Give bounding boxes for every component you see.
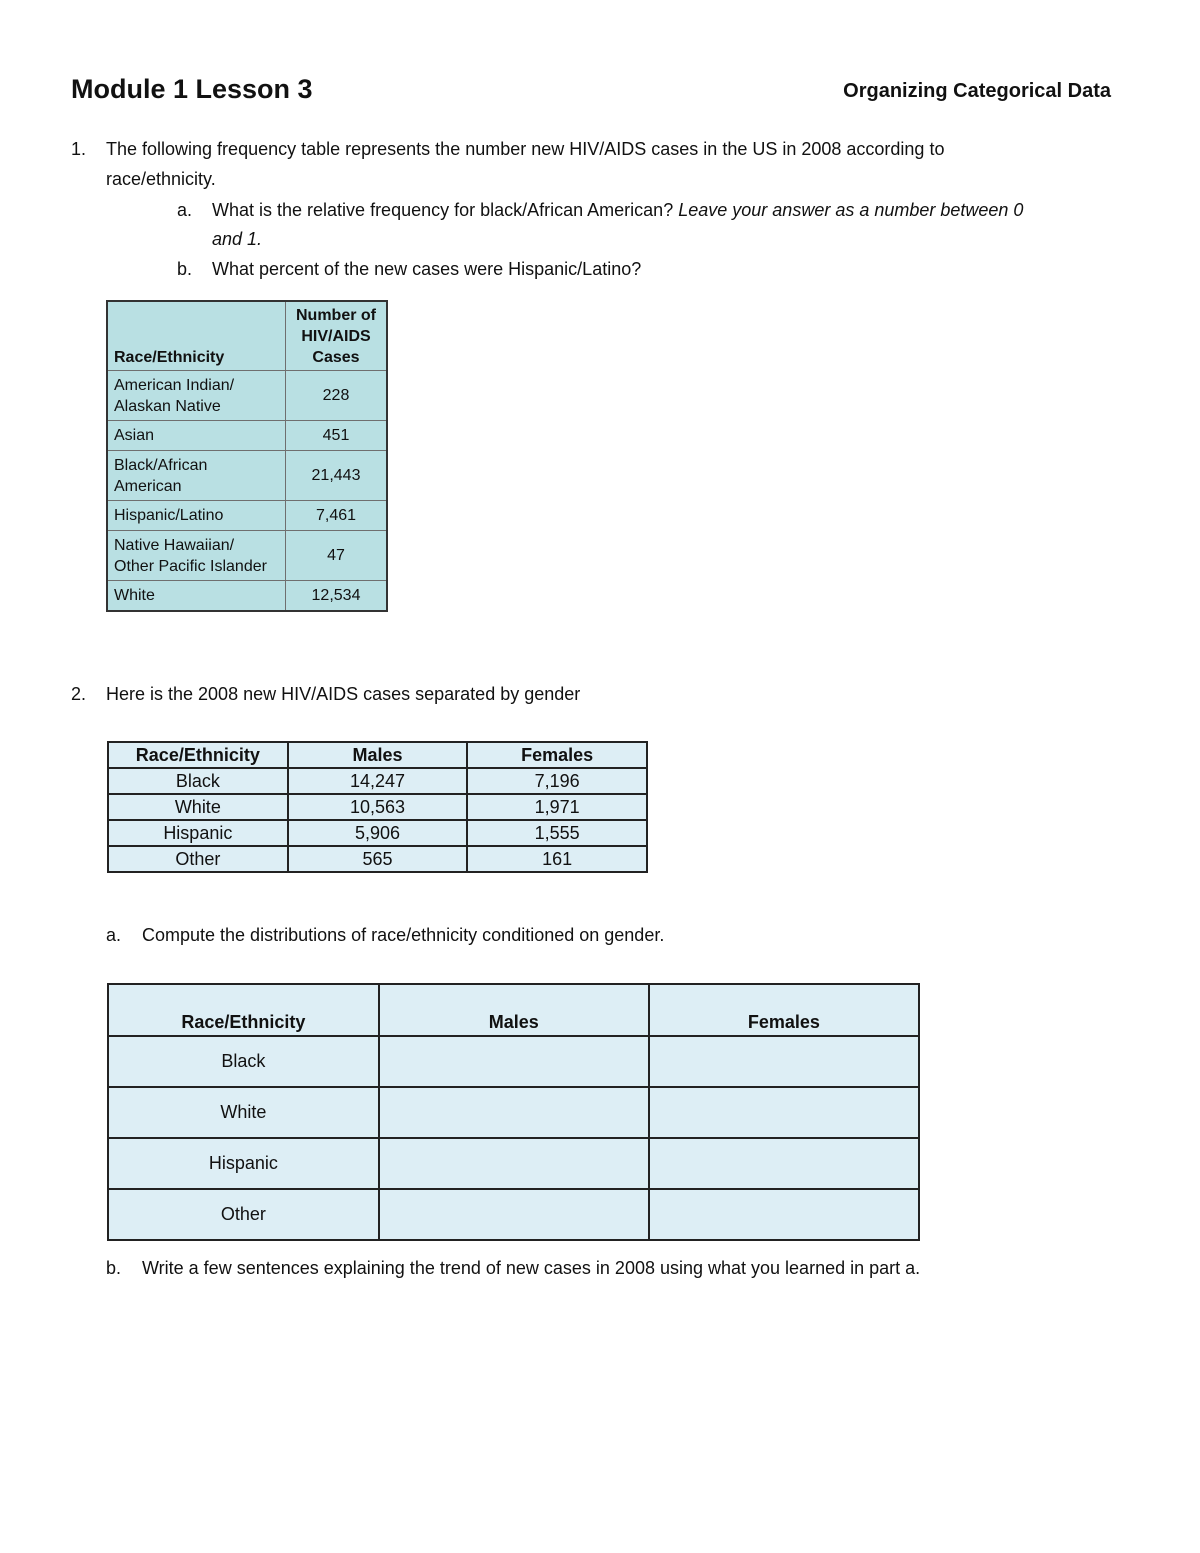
- header-males: Males: [379, 984, 649, 1036]
- question-1a-label: a.: [177, 200, 193, 220]
- frequency-table: [106, 300, 388, 612]
- table-row: [108, 846, 647, 872]
- table-row: [108, 768, 647, 794]
- cell-males: 14,247: [288, 768, 468, 794]
- answer-cell-males: [379, 1036, 649, 1087]
- header-number-of-cases: [286, 301, 388, 371]
- header-females: Females: [467, 742, 647, 768]
- page-subtitle: Organizing Categorical Data: [843, 80, 1111, 102]
- row-label: [107, 371, 286, 421]
- question-1-number: 1.: [71, 139, 87, 159]
- question-2a-text: Compute the distributions of race/ethnicity conditioned on gender.: [142, 925, 665, 945]
- page-header: [71, 74, 1111, 114]
- header-line: Number of: [296, 307, 376, 324]
- row-value: 7,461: [286, 501, 388, 531]
- row-label: Black: [108, 768, 288, 794]
- question-1-line-2: race/ethnicity.: [106, 169, 216, 189]
- answer-cell-females: [649, 1189, 919, 1240]
- row-label: White: [108, 1087, 379, 1138]
- table-row: [107, 451, 387, 501]
- question-1a-prompt: What is the relative frequency for black/African American?: [212, 200, 674, 220]
- row-label-line: Black/African: [114, 456, 208, 474]
- answer-cell-males: [379, 1189, 649, 1240]
- gender-table: [107, 741, 648, 873]
- table-row: [107, 531, 387, 581]
- table-header-row: [108, 742, 647, 768]
- row-label: White: [107, 581, 286, 611]
- header-race-ethnicity: Race/Ethnicity: [108, 742, 288, 768]
- row-value: 12,534: [286, 581, 388, 611]
- table-header-row: [108, 984, 919, 1036]
- header-males: Males: [288, 742, 468, 768]
- row-label: [107, 531, 286, 581]
- answer-cell-males: [379, 1087, 649, 1138]
- header-females: Females: [649, 984, 919, 1036]
- table-row: [107, 581, 387, 611]
- row-label: Other: [108, 1189, 379, 1240]
- cell-females: 1,971: [467, 794, 647, 820]
- answer-cell-females: [649, 1087, 919, 1138]
- header-line: Cases: [312, 349, 360, 366]
- table-row: [108, 794, 647, 820]
- row-label-line: Alaskan Native: [114, 397, 221, 415]
- answer-cell-females: [649, 1138, 919, 1189]
- table-row: [108, 820, 647, 846]
- row-label: Other: [108, 846, 288, 872]
- row-label: Black: [108, 1036, 379, 1087]
- table-row: [108, 1138, 919, 1189]
- row-label-line: Other Pacific Islander: [114, 557, 267, 575]
- row-value: 228: [286, 371, 388, 421]
- question-2-text: Here is the 2008 new HIV/AIDS cases separated by gender: [106, 684, 581, 704]
- question-1-line-1: The following frequency table represents the number new HIV/AIDS cases in the US in 2008 according to: [106, 139, 945, 159]
- row-value: 21,443: [286, 451, 388, 501]
- row-value: 451: [286, 421, 388, 451]
- row-label-line: Native Hawaiian/: [114, 536, 235, 554]
- question-2b-label: b.: [106, 1258, 122, 1278]
- table-row: [107, 421, 387, 451]
- table-row: [107, 371, 387, 421]
- conditional-distribution-table: [107, 983, 920, 1241]
- question-1b-label: b.: [177, 259, 193, 279]
- cell-males: 565: [288, 846, 468, 872]
- row-label: [107, 451, 286, 501]
- row-label: Hispanic/Latino: [107, 501, 286, 531]
- answer-cell-females: [649, 1036, 919, 1087]
- question-1a-instruction-cont: and 1.: [212, 229, 263, 249]
- question-2a-label: a.: [106, 925, 122, 945]
- question-1b-text: What percent of the new cases were Hispanic/Latino?: [212, 259, 642, 279]
- row-label: Hispanic: [108, 820, 288, 846]
- cell-females: 1,555: [467, 820, 647, 846]
- table-row: [107, 501, 387, 531]
- row-label: Hispanic: [108, 1138, 379, 1189]
- header-race-ethnicity: Race/Ethnicity: [108, 984, 379, 1036]
- table-row: [108, 1036, 919, 1087]
- table-row: [108, 1087, 919, 1138]
- header-line: HIV/AIDS: [301, 328, 371, 345]
- question-2b-text: Write a few sentences explaining the trend of new cases in 2008 using what you learned in part a.: [142, 1258, 921, 1278]
- row-value: 47: [286, 531, 388, 581]
- table-row: [108, 1189, 919, 1240]
- cell-males: 5,906: [288, 820, 468, 846]
- row-label: White: [108, 794, 288, 820]
- cell-females: 161: [467, 846, 647, 872]
- header-race-ethnicity: Race/Ethnicity: [107, 301, 286, 371]
- page-title: Module 1 Lesson 3: [71, 74, 313, 104]
- question-1a-text: [212, 195, 1023, 225]
- question-2-number: 2.: [71, 684, 87, 704]
- table-header-row: [107, 301, 387, 371]
- row-label-line: American: [114, 477, 182, 495]
- question-1a-instruction: Leave your answer as a number between 0: [678, 200, 1024, 220]
- cell-females: 7,196: [467, 768, 647, 794]
- row-label: Asian: [107, 421, 286, 451]
- row-label-line: American Indian/: [114, 376, 235, 394]
- cell-males: 10,563: [288, 794, 468, 820]
- answer-cell-males: [379, 1138, 649, 1189]
